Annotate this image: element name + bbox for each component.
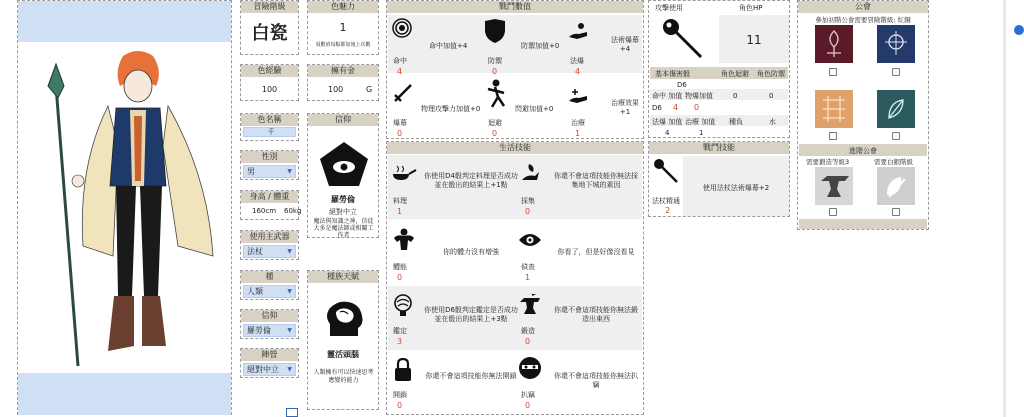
guild-checkbox-1[interactable] [829, 68, 837, 76]
weight-label: 種負 [729, 118, 743, 126]
faith-select[interactable] [243, 324, 296, 337]
faith-card [307, 113, 379, 238]
combat-value: 0 [492, 129, 498, 138]
life-skill-value: 0 [525, 401, 531, 410]
combat-value: 0 [397, 129, 403, 138]
guild-leaf-icon [877, 90, 915, 128]
gold-box [307, 64, 379, 101]
name-box [240, 113, 299, 141]
life-skill-value: 1 [525, 273, 531, 282]
charm-box [307, 0, 379, 55]
attack-use-label: 攻擊使用 [655, 4, 683, 12]
guild-emblem-4[interactable] [877, 90, 915, 128]
race-value: 人類 [247, 287, 263, 296]
weapon-value: 法杖 [247, 247, 263, 256]
alignment-label: 陣營 [241, 349, 298, 361]
chevron-down-icon: ▼ [287, 366, 292, 373]
advanced-guild-emblem-1[interactable] [815, 167, 853, 205]
charm-value: 1 [339, 21, 347, 34]
exp-label: 色經驗 [241, 65, 298, 77]
silver-emblem-icon [877, 167, 915, 205]
guild-emblem-3[interactable] [815, 90, 853, 128]
talent-card-name: 靈活頭腦 [327, 350, 359, 359]
race-box [240, 270, 299, 300]
combat-title: 戰鬥數值 [387, 1, 643, 13]
life-skill-value: 1 [397, 207, 403, 216]
life-skill-name: 開鎖 [393, 391, 407, 399]
combat-value: 4 [397, 67, 403, 76]
sword-icon [392, 82, 414, 104]
cooking-icon [391, 164, 417, 182]
staff-weapon-icon [659, 15, 705, 61]
guild-checkbox-3[interactable] [829, 132, 837, 140]
life-skill-name: 鍛造 [521, 327, 535, 335]
guild-star-icon [877, 25, 915, 63]
staff-mastery-icon [653, 158, 679, 184]
heal-value: 1 [699, 129, 704, 137]
advanced-guild-req-1: 需要鍛造等級3 [806, 158, 850, 166]
water-label: 水 [769, 118, 776, 126]
combat-effect: 物理攻擊力加值+0 [421, 105, 481, 113]
life-skill-effect: 你看了，但是好像沒看見 [557, 248, 635, 256]
life-skills-title: 生活技能 [387, 142, 643, 154]
weapon-box [240, 230, 299, 260]
dodge-icon [484, 79, 506, 109]
life-skill-value: 0 [525, 207, 531, 216]
combat-value: 4 [575, 67, 581, 76]
weapon-select[interactable] [243, 245, 296, 258]
charm-label: 色魅力 [308, 1, 378, 13]
faith-pentagon-eye-icon [318, 140, 370, 188]
combat-name: 命中 [393, 57, 407, 65]
heal-icon [567, 87, 589, 107]
combat-name: 法爆 [570, 57, 584, 65]
damage-die: D6 [677, 81, 687, 89]
combat-value: 0 [492, 67, 498, 76]
faith-card-name: 羅勞倫 [331, 195, 355, 204]
combat-effect: 治療效果+1 [611, 99, 639, 116]
combat-skill-name: 法杖精通 [652, 197, 680, 205]
dodge-value: 0 [733, 92, 738, 100]
advanced-guild-title: 進階公會 [849, 147, 877, 155]
rank-value: 白瓷 [251, 23, 288, 44]
rank-box [240, 0, 299, 55]
hp-label: 角色HP [739, 4, 763, 12]
life-skill-value: 0 [397, 401, 403, 410]
life-skill-name: 偵查 [521, 263, 535, 271]
advanced-guild-checkbox-1[interactable] [829, 208, 837, 216]
exp-value: 100 [261, 85, 278, 94]
magic-hand-icon [567, 21, 589, 41]
portrait-panel [17, 0, 232, 415]
faith-box [240, 309, 299, 339]
life-skill-name: 扒竊 [521, 391, 535, 399]
life-skill-effect: 你使用D6骰判定鑑定是否成功並在骰出的結果上+3點 [424, 306, 518, 323]
heal-label: 治療 加值 [685, 118, 716, 126]
bottom-small-box [286, 408, 298, 417]
magic-label: 法爆 加值 [652, 118, 683, 126]
combat-name: 迴避 [488, 119, 502, 127]
eye-icon [518, 232, 542, 248]
advanced-guild-req-2: 需要白銀階級 [874, 158, 913, 166]
combat-name: 治療 [571, 119, 585, 127]
attack-panel [648, 0, 790, 138]
alignment-box [240, 348, 299, 378]
height-weight-box [240, 190, 302, 220]
hit-value: 4 [673, 103, 679, 112]
race-label: 種 [241, 271, 298, 283]
combat-effect: 法術爆幕+4 [611, 36, 639, 53]
rank-label: 冒險階級 [241, 1, 298, 13]
brain-lock-icon [391, 293, 415, 317]
phys-value: 0 [694, 103, 700, 112]
alignment-value: 絕對中立 [247, 365, 279, 374]
target-icon [392, 18, 412, 38]
name-label: 色名稱 [241, 114, 298, 126]
defense-title: 角色防禦 [757, 70, 785, 78]
weapon-label: 使用主武器 [241, 231, 298, 243]
anvil-icon [815, 167, 853, 205]
life-skill-name: 鑑定 [393, 327, 407, 335]
portrait-bottom-band [18, 373, 231, 415]
charm-note: 須數值每點都加後上次數 [315, 42, 371, 48]
gather-icon [519, 162, 541, 184]
life-skill-effect: 你還不會這項技能你無法採集地下城的素因 [554, 172, 638, 189]
life-skill-effect: 你的體力沒有增強 [443, 248, 499, 256]
damage-die-2: D6 [652, 104, 662, 112]
guild-emblem-2[interactable] [877, 25, 915, 63]
brain-icon [322, 298, 366, 342]
faith-card-desc: 魔法與知識之神，信徒大多是魔法師或相關工作者 [313, 218, 374, 239]
thief-icon [518, 356, 542, 382]
life-skill-value: 3 [397, 337, 403, 346]
gender-value: 男 [247, 167, 255, 176]
advanced-guild-checkbox-2[interactable] [892, 208, 900, 216]
combat-skill-value: 2 [665, 206, 671, 215]
magic-value: 4 [665, 129, 670, 137]
dodge-title: 角色迴避 [721, 70, 749, 78]
checkmark-badge-icon[interactable] [1014, 25, 1024, 35]
muscle-icon [391, 228, 417, 252]
faith-card-sub: 絕對中立 [329, 208, 357, 216]
shield-icon [483, 18, 507, 44]
combat-effect: 閃避加值+0 [515, 105, 554, 113]
guild-panel [797, 0, 929, 230]
life-skill-effect: 你還不會這項技能你無法扒竊 [554, 372, 638, 389]
combat-effect: 防禦加值+0 [521, 42, 560, 50]
guild-emblem-1[interactable] [815, 25, 853, 63]
combat-name: 爆幕 [393, 119, 407, 127]
guild-rune-icon [815, 25, 853, 63]
combat-skill-effect: 使用法杖法術爆幕+2 [702, 184, 770, 192]
combat-value: 1 [575, 129, 581, 138]
side-scroll-edge [1003, 0, 1006, 417]
height-weight-label: 身高 / 體重 [241, 191, 298, 203]
life-skills-panel [386, 141, 644, 415]
race-select[interactable] [243, 285, 296, 298]
portrait-top-band [18, 1, 231, 42]
combat-effect: 命中加值+4 [429, 42, 468, 50]
alignment-select[interactable] [243, 363, 296, 376]
chevron-down-icon: ▼ [287, 327, 292, 334]
life-skill-name: 採集 [521, 197, 535, 205]
gender-label: 性別 [241, 151, 298, 163]
guild-checkbox-4[interactable] [892, 132, 900, 140]
life-skill-value: 0 [525, 337, 531, 346]
phys-label: 物爆加值 [685, 92, 713, 100]
gold-value: 100 [328, 85, 344, 94]
life-skill-name: 體能 [393, 263, 407, 271]
guild-note: 參加初階公會需要冒險階級: 紅銅 [815, 16, 911, 24]
combat-skill-panel [648, 141, 790, 217]
hit-label: 命中 加值 [652, 92, 683, 100]
defense-value: 0 [769, 92, 774, 100]
guild-grid-icon [815, 90, 853, 128]
combat-skill-title: 戰鬥技能 [649, 142, 789, 154]
advanced-guild-emblem-2[interactable] [877, 167, 915, 205]
gold-label: 擁有金 [308, 65, 378, 77]
guild-checkbox-2[interactable] [892, 68, 900, 76]
hp-value: 11 [746, 33, 762, 47]
talent-card-desc: 人類擁有可以快速思考應變的能力 [313, 369, 374, 384]
chevron-down-icon: ▼ [287, 168, 292, 175]
chevron-down-icon: ▼ [287, 248, 292, 255]
chevron-down-icon: ▼ [287, 288, 292, 295]
name-input[interactable]: 千 [243, 127, 296, 137]
talent-card-title: 種族天賦 [308, 271, 378, 283]
gender-select[interactable] [243, 165, 296, 178]
gold-unit: G [366, 85, 373, 94]
exp-box [240, 64, 299, 101]
life-skill-effect: 你還不會這項技能你無法開鎖 [425, 372, 517, 380]
base-damage-title: 基本傷害骰 [655, 70, 690, 78]
faith-card-title: 信仰 [308, 114, 378, 126]
anvil-icon [518, 294, 542, 316]
combat-name: 防禦 [488, 57, 502, 65]
life-skill-effect: 你還不會這項技能你無法鍛造出東西 [554, 306, 638, 323]
guild-title: 公會 [798, 1, 928, 13]
talent-card [307, 270, 379, 410]
height-value[interactable]: 160cm [252, 207, 277, 215]
life-skill-effect: 你使用D4骰判定料理是否成功並在骰出的結果上+1點 [424, 172, 518, 189]
faith-value: 羅勞倫 [247, 326, 271, 335]
life-skill-name: 料理 [393, 197, 407, 205]
character-portrait [38, 46, 238, 368]
combat-panel [386, 0, 644, 139]
faith-label: 信仰 [241, 310, 298, 322]
gender-box [240, 150, 299, 180]
weight-value[interactable]: 60kg [284, 207, 302, 215]
padlock-icon [393, 358, 413, 382]
life-skill-value: 0 [397, 273, 403, 282]
